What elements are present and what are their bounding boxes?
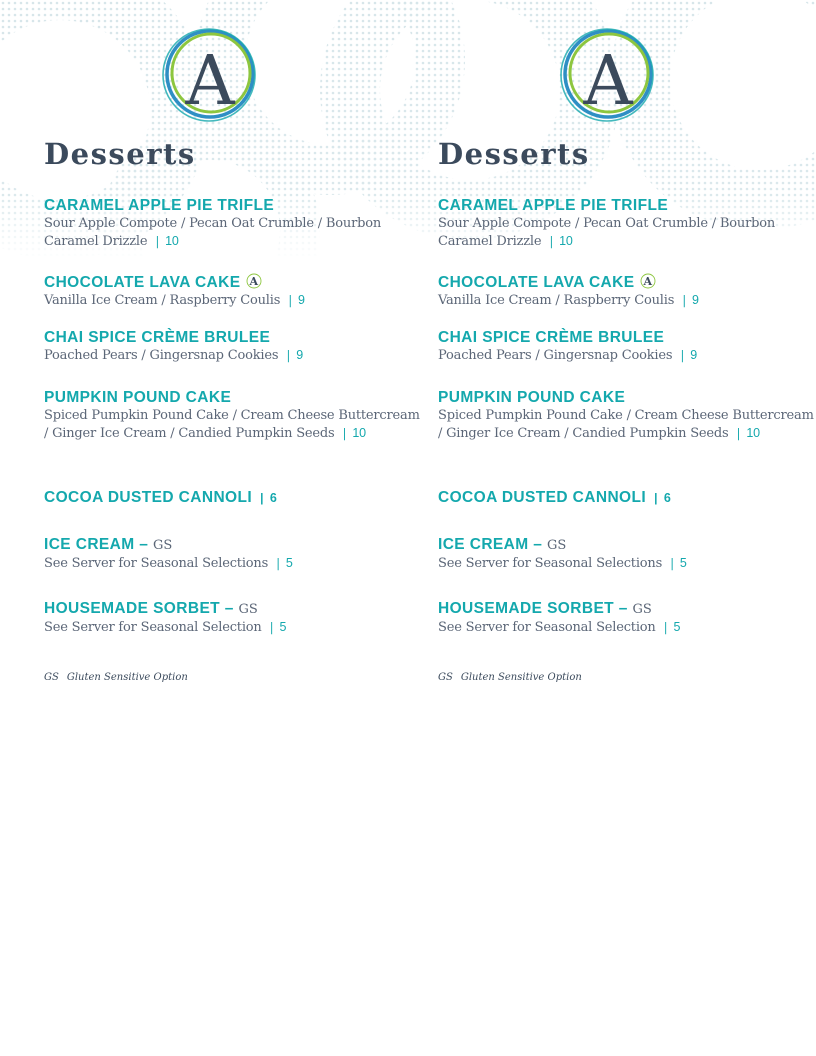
svg-text:A: A [644,275,653,288]
menu-item-name: ICE CREAM – [44,536,149,553]
menu-item [44,389,424,442]
menu-column-right [438,0,816,1056]
menu-item [44,536,424,573]
menu-item [44,329,424,365]
menu-item [438,329,816,365]
menu-item-name: CHAI SPICE CRÈME BRULEE [44,329,271,346]
menu-item [438,273,816,310]
menu-item [438,389,816,442]
svg-text:A: A [583,42,633,121]
menu-item-name: CARAMEL APPLE PIE TRIFLE [438,197,669,214]
menu-item [44,600,424,637]
menu-item-description: See Server for Seasonal Selection [438,620,656,635]
menu-item-description: Sour Apple Compote / Pecan Oat Crumble / Bourbon Caramel Drizzle [438,216,776,249]
menu-item-description: See Server for Seasonal Selections [44,556,269,571]
svg-text:A: A [185,42,235,121]
menu-item-description: Vanilla Ice Cream / Raspberry Coulis [438,293,675,308]
menu-item-price: 6 [663,491,672,505]
menu-item-description: Poached Pears / Gingersnap Cookies [44,348,279,363]
menu-item-price: 9 [692,293,699,307]
gluten-sensitive-tag: GS [547,538,567,553]
menu-item [44,197,424,250]
price-separator: | [260,491,264,505]
menu-item-name: CHOCOLATE LAVA CAKE [438,274,635,291]
menu-item-price: 5 [679,556,687,570]
menu-item-name: PUMPKIN POUND CAKE [438,389,626,406]
price-separator: | [549,233,554,248]
price-separator: | [276,556,280,570]
section-title: Desserts [44,137,196,171]
restaurant-logo [560,26,656,122]
menu-item-description: Spiced Pumpkin Pound Cake / Cream Cheese Buttercream / Ginger Ice Cream / Candied Pumpkin Seeds [438,408,814,441]
menu-item-price: 10 [165,233,179,248]
price-separator: | [736,425,741,440]
menu-item [438,600,816,637]
menu-item-price: 6 [269,491,278,505]
gluten-sensitive-tag: GS [153,538,173,553]
price-separator: | [680,348,685,362]
menu-item-price: 9 [298,293,305,307]
price-separator: | [286,348,291,362]
menu-item-name: CARAMEL APPLE PIE TRIFLE [44,197,275,214]
menu-item [44,273,424,310]
menu-item-name: CHOCOLATE LAVA CAKE [44,274,241,291]
gluten-sensitive-tag: GS [632,602,652,617]
section-title: Desserts [438,137,590,171]
price-separator: | [682,293,687,307]
menu-item-price: 5 [673,620,681,634]
menu-item-name: COCOA DUSTED CANNOLI [438,489,647,506]
menu-item-name: HOUSEMADE SORBET – [44,600,234,617]
price-separator: | [663,620,668,634]
menu-item-price: 9 [296,348,303,362]
a-logo-mark-icon [640,273,656,289]
restaurant-logo [162,26,258,122]
price-separator: | [155,233,160,248]
menu-item-price: 9 [690,348,697,362]
menu-item-description: Poached Pears / Gingersnap Cookies [438,348,673,363]
menu-item-price: 5 [279,620,287,634]
menu-item-price: 10 [352,425,366,440]
footnote: GS Gluten Sensitive Option [44,672,188,683]
footnote: GS Gluten Sensitive Option [438,672,582,683]
menu-item [438,489,816,507]
price-separator: | [342,425,347,440]
menu-item-name: HOUSEMADE SORBET – [438,600,628,617]
gluten-sensitive-tag: GS [238,602,258,617]
menu-item-description: Spiced Pumpkin Pound Cake / Cream Cheese Buttercream / Ginger Ice Cream / Candied Pumpkin Seeds [44,408,420,441]
price-separator: | [654,491,658,505]
price-separator: | [288,293,293,307]
menu-item-price: 10 [559,233,573,248]
menu-item-description: Sour Apple Compote / Pecan Oat Crumble / Bourbon Caramel Drizzle [44,216,382,249]
svg-text:A: A [250,275,259,288]
menu-item [438,197,816,250]
menu-item [438,536,816,573]
menu-item-price: 10 [746,425,760,440]
menu-item-name: PUMPKIN POUND CAKE [44,389,232,406]
menu-item-name: COCOA DUSTED CANNOLI [44,489,253,506]
price-separator: | [269,620,274,634]
menu-item-name: CHAI SPICE CRÈME BRULEE [438,329,665,346]
menu-item-description: Vanilla Ice Cream / Raspberry Coulis [44,293,281,308]
menu-column-left [44,0,424,1056]
menu-item-description: See Server for Seasonal Selection [44,620,262,635]
a-logo-mark-icon [246,273,262,289]
price-separator: | [670,556,674,570]
menu-item-name: ICE CREAM – [438,536,543,553]
menu-item-description: See Server for Seasonal Selections [438,556,663,571]
menu-item [44,489,424,507]
menu-item-price: 5 [285,556,293,570]
